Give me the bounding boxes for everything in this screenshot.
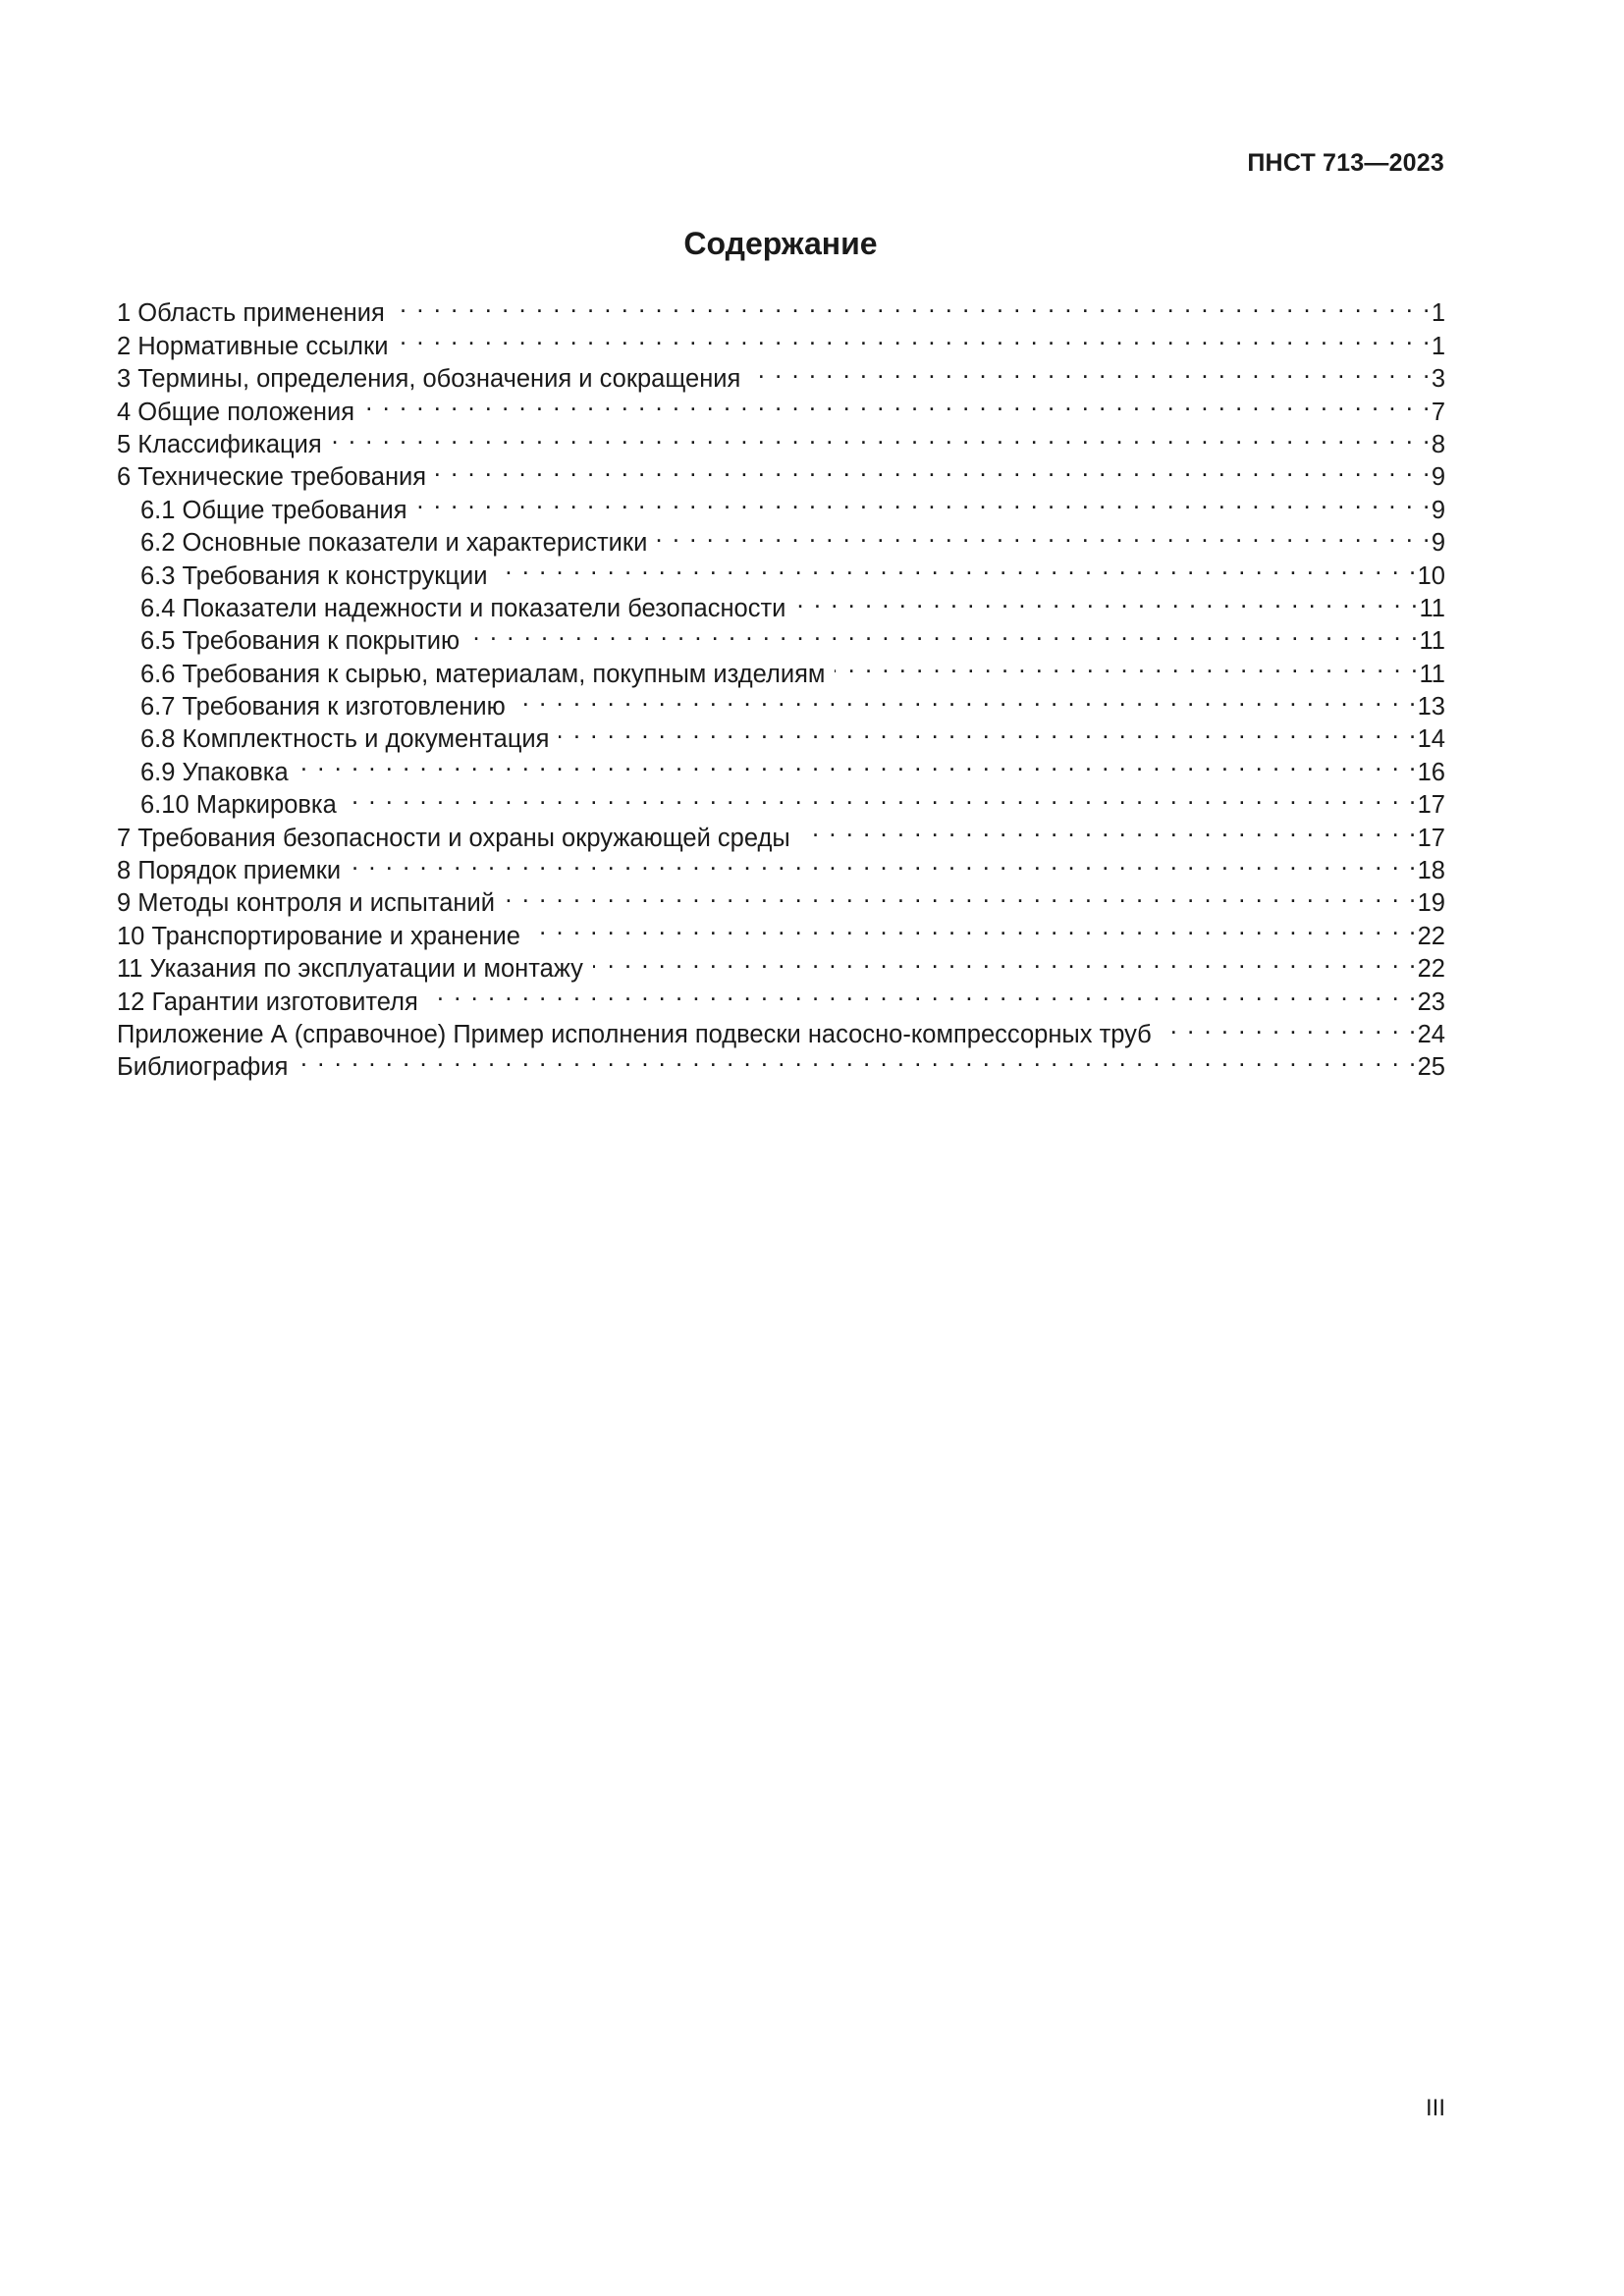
toc-entry-label: 6.5 Требования к покрытию [140, 627, 460, 656]
toc-dot-leader [1162, 1010, 1418, 1042]
toc-entry-label: 6.1 Общие требования [140, 496, 407, 524]
toc-dot-leader [469, 616, 1419, 649]
toc-dot-leader [347, 780, 1418, 813]
toc-entry-label: 11 Указания по эксплуатации и монтажу [117, 955, 583, 984]
toc-entry-label: 1 Область применения [117, 299, 385, 328]
toc-dot-leader [395, 289, 1432, 321]
toc-entry-label: 5 Классификация [117, 430, 322, 458]
toc-entry-label: 8 Порядок приемки [117, 857, 342, 885]
toc-entry-page: 18 [1417, 857, 1445, 885]
toc-entry-label: 6.2 Основные показатели и характеристики [140, 529, 648, 558]
toc-entry-page: 22 [1417, 922, 1445, 950]
toc-dot-leader [593, 944, 1418, 977]
toc-entry-label: Приложение А (справочное) Пример исполнения подвески насосно-компрессорных труб [117, 1020, 1152, 1048]
toc-entry-page: 7 [1431, 398, 1445, 426]
toc-entry-page: 16 [1417, 758, 1445, 786]
toc-entry-page: 3 [1431, 365, 1445, 394]
toc-dot-leader [657, 518, 1431, 551]
toc-entry-label: 6.8 Комплектность и документация [140, 725, 550, 754]
toc-dot-leader [298, 1042, 1417, 1075]
toc-dot-leader [436, 453, 1432, 485]
toc-entry-label: 4 Общие положения [117, 398, 355, 426]
toc-dot-leader [351, 846, 1417, 879]
toc-entry-label: 10 Транспортирование и хранение [117, 922, 520, 950]
toc-entry-page: 11 [1419, 627, 1445, 656]
toc-entry-page: 9 [1431, 463, 1445, 492]
toc-entry[interactable] [117, 289, 1445, 328]
toc-entry-page: 11 [1419, 594, 1445, 622]
toc-dot-leader [795, 584, 1419, 616]
toc-dot-leader [835, 649, 1419, 681]
toc-dot-leader [505, 879, 1418, 911]
toc-entry-page: 8 [1431, 430, 1445, 458]
toc-entry-label: 6.7 Требования к изготовлению [140, 693, 506, 721]
toc-entry-label: 6.4 Показатели надежности и показатели безопасности [140, 594, 786, 622]
toc-entry-label: Библиография [117, 1053, 289, 1082]
toc-dot-leader [497, 551, 1417, 583]
toc-entry-label: 6.9 Упаковка [140, 758, 289, 786]
toc-dot-leader [364, 387, 1432, 419]
toc-entry-label: 3 Термины, определения, обозначения и сокращения [117, 365, 741, 394]
toc-entry-page: 13 [1417, 693, 1445, 721]
toc-entry[interactable] [117, 747, 1445, 786]
toc-entry-page: 17 [1417, 791, 1445, 820]
toc-entry-label: 6.10 Маркировка [140, 791, 337, 820]
toc-entry-label: 6 Технические требования [117, 463, 427, 492]
toc-entry-page: 1 [1431, 332, 1445, 360]
toc-entry-label: 2 Нормативные ссылки [117, 332, 389, 360]
toc-entry-page: 9 [1431, 496, 1445, 524]
toc-entry-label: 6.6 Требования к сырью, материалам, покупным изделиям [140, 660, 826, 688]
toc-dot-leader [530, 911, 1418, 943]
toc-entry-page: 19 [1417, 889, 1445, 918]
toc-entry-page: 10 [1417, 561, 1445, 590]
toc-title: Содержание [683, 226, 878, 261]
toc-entry-page: 14 [1417, 725, 1445, 754]
toc-dot-leader [515, 682, 1418, 715]
table-of-contents [117, 289, 1445, 1082]
toc-entry-page: 17 [1417, 824, 1445, 852]
toc-entry-page: 9 [1431, 529, 1445, 558]
toc-dot-leader [417, 485, 1432, 517]
toc-entry-page: 11 [1419, 660, 1445, 688]
toc-dot-leader [559, 715, 1417, 747]
toc-entry[interactable] [117, 1042, 1445, 1082]
toc-entry-page: 25 [1417, 1053, 1445, 1082]
toc-entry-label: 6.3 Требования к конструкции [140, 561, 488, 590]
toc-entry-label: 7 Требования безопасности и охраны окружающей среды [117, 824, 790, 852]
toc-entry-page: 23 [1417, 988, 1445, 1016]
toc-dot-leader [298, 747, 1418, 779]
toc-dot-leader [398, 321, 1431, 353]
toc-entry-page: 1 [1431, 299, 1445, 328]
document-code: ПНСТ 713—2023 [1247, 149, 1444, 177]
toc-dot-leader [750, 354, 1431, 387]
toc-entry-label: 12 Гарантии изготовителя [117, 988, 418, 1016]
toc-entry-label: 9 Методы контроля и испытаний [117, 889, 496, 918]
toc-dot-leader [332, 420, 1432, 453]
toc-entry[interactable] [117, 780, 1445, 820]
page-number: III [1425, 2095, 1445, 2121]
toc-dot-leader [428, 977, 1418, 1009]
toc-entry-page: 24 [1417, 1020, 1445, 1048]
toc-entry-page: 22 [1417, 955, 1445, 984]
toc-dot-leader [800, 813, 1418, 845]
